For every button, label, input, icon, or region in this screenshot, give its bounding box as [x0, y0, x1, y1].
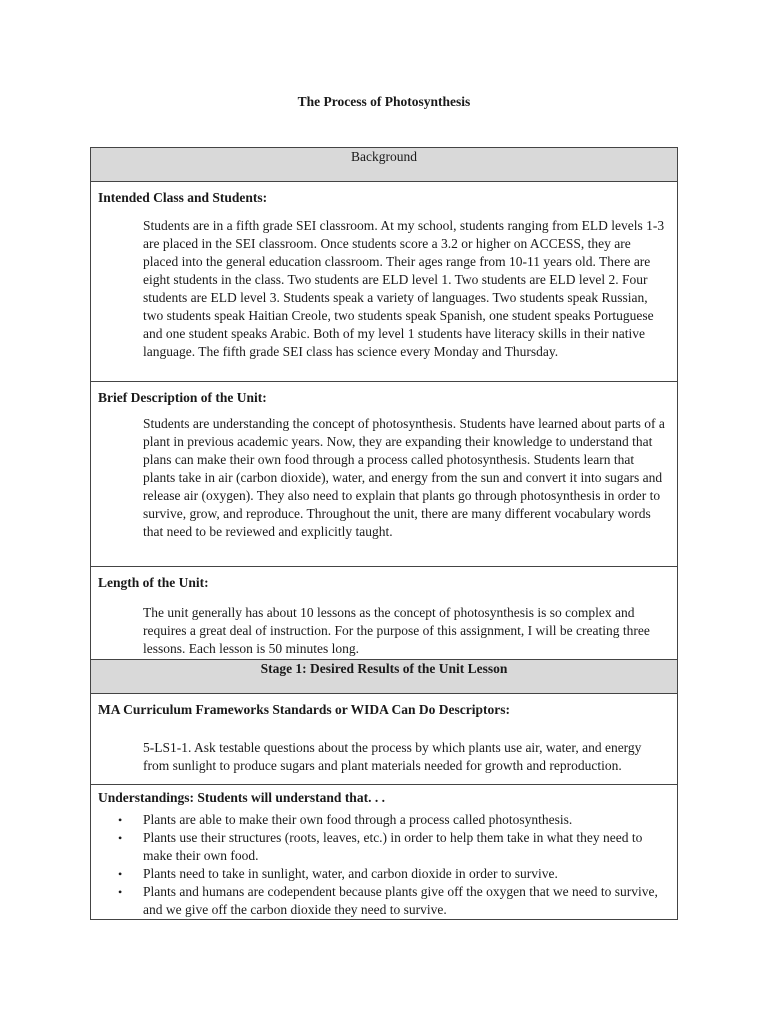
document-title: The Process of Photosynthesis: [297, 94, 471, 109]
bullet-icon: •: [118, 867, 123, 881]
bullet-icon: •: [118, 885, 123, 899]
understandings-label: Understandings: Students will understand that. . .: [98, 790, 385, 805]
brief-description-label: Brief Description of the Unit:: [98, 390, 267, 405]
length-text: The unit generally has about 10 lessons as the concept of photosynthesis is so complex and requires a great deal of instruction. For the purpose of this assignment, I will be creating three lessons. Each lesson is 50 minutes long.: [143, 605, 650, 656]
standards-label: MA Curriculum Frameworks Standards or WIDA Can Do Descriptors:: [98, 702, 510, 717]
length-label: Length of the Unit:: [98, 575, 209, 590]
bullet-icon: •: [118, 813, 123, 827]
list-item: • Plants use their structures (roots, leaves, etc.) in order to help them take in what they need to make their own food.: [118, 830, 643, 863]
list-item: • Plants need to take in sunlight, water, and carbon dioxide in order to survive.: [118, 866, 558, 881]
background-header: Background: [91, 148, 678, 182]
brief-description-text: Students are understanding the concept of photosynthesis. Students have learned about parts of a plant in previous academic years. Now, they are expanding their knowledge to understand that plans can make their own food through a process called photosynthesis. Students learn that plants take in air (carbon dioxide), water, and energy from the sun and convert it into sugars and release air (oxygen). They also need to explain that plants go through photosynthesis in order to survive, grow, and reproduce. Throughout the unit, there are many different vocabulary words that need to be reviewed and explicitly taught.: [143, 416, 665, 539]
brief-description-cell: [91, 382, 678, 567]
unit-plan-table: [90, 147, 678, 920]
understandings-list: [91, 807, 677, 919]
list-item: • Plants are able to make their own food through a process called photosynthesis.: [118, 812, 573, 827]
stage1-header: Stage 1: Desired Results of the Unit Lesson: [91, 660, 678, 694]
intended-class-cell: [91, 182, 678, 382]
intended-class-label: Intended Class and Students:: [98, 190, 268, 205]
list-item: • Plants and humans are codependent because plants give off the oxygen that we need to survive, and we give off the carbon dioxide they need to survive.: [118, 884, 658, 917]
length-cell: [91, 567, 678, 660]
understandings-cell: [91, 785, 678, 920]
standards-cell: [91, 694, 678, 785]
intended-class-text: Students are in a fifth grade SEI classroom. At my school, students ranging from ELD levels 1-3 are placed in the SEI classroom. Once students score a 3.2 or higher on ACCESS, they are placed into the general education classroom. Their ages range from 10-11 years old. There are eight students in the class. Two students are ELD level 1. Two students are ELD level 2. Four students are ELD level 3. Students speak a variety of languages. Two students speak Russian, two students speak Haitian Creole, two students speak Spanish, one student speaks Portuguese and one student speaks Arabic. Both of my level 1 students have literacy skills in their native language. The fifth grade SEI class has science every Monday and Thursday.: [143, 218, 665, 359]
bullet-icon: •: [118, 831, 123, 845]
standards-text: 5-LS1-1. Ask testable questions about the process by which plants use air, water, and energy from sunlight to produce sugars and plant materials needed for growth and reproduction.: [143, 740, 642, 773]
